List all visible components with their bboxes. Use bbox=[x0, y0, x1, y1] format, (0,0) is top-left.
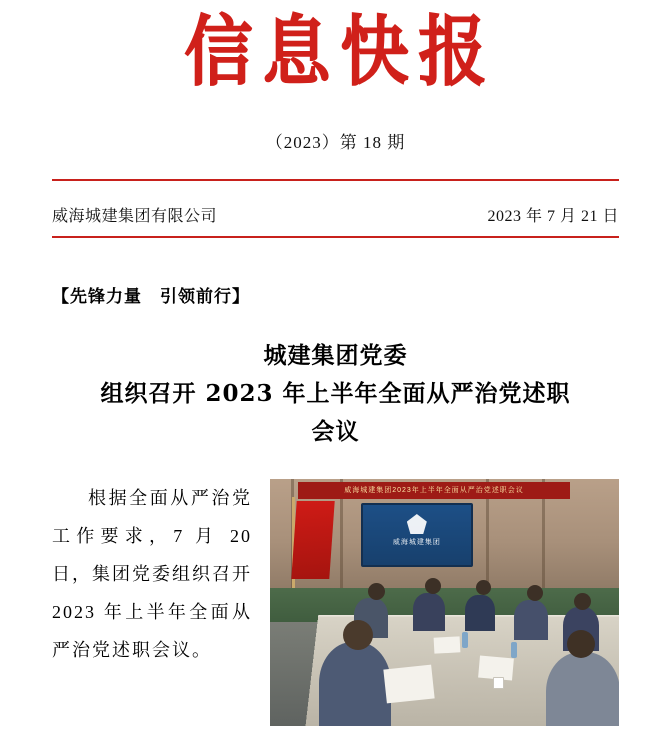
photo-water-bottle bbox=[462, 632, 468, 648]
masthead-title: 信息快报 bbox=[184, 7, 497, 98]
photo-display-screen bbox=[361, 503, 473, 567]
photo-person-head bbox=[527, 585, 543, 601]
issue-number: （2023）第 18 期 bbox=[265, 133, 406, 152]
meeting-photo bbox=[270, 479, 619, 726]
red-flag-icon bbox=[292, 501, 335, 579]
photo-water-bottle bbox=[511, 642, 517, 658]
photo-document bbox=[384, 664, 435, 703]
photo-person bbox=[514, 600, 548, 640]
photo-person-head bbox=[343, 620, 373, 650]
photo-person-head bbox=[574, 593, 591, 610]
photo-person bbox=[465, 595, 495, 631]
article-body bbox=[52, 479, 252, 669]
photo-person-head bbox=[425, 578, 441, 594]
headline-line-3: 会议 bbox=[311, 418, 360, 445]
organization-name: 威海城建集团有限公司 bbox=[52, 208, 218, 225]
photo-tissue-box bbox=[493, 677, 504, 689]
headline-line-2: 组织召开 2023 年上半年全面从严治党述职 bbox=[100, 380, 571, 407]
photo-person bbox=[413, 593, 445, 631]
info-divider bbox=[52, 236, 619, 238]
photo-document bbox=[434, 636, 461, 653]
photo-person-foreground bbox=[546, 652, 619, 726]
photo-person-head bbox=[567, 630, 595, 658]
photo-person-foreground bbox=[319, 642, 391, 726]
photo-screen-text: 威海城建集团 bbox=[392, 539, 441, 546]
section-tag: 【先锋力量 引领前行】 bbox=[52, 287, 250, 306]
info-row bbox=[52, 179, 619, 226]
publish-date: 2023 年 7 月 21 日 bbox=[487, 208, 619, 225]
article-paragraph: 根据全面从严治党工作要求，7 月 20 日，集团党委组织召开 2023 年上半年全面从严治党述职会议。 bbox=[52, 488, 252, 660]
article-headline bbox=[52, 337, 619, 451]
photo-banner-text: 威海城建集团2023年上半年全面从严治党述职会议 bbox=[298, 482, 570, 499]
masthead bbox=[52, 0, 619, 98]
company-logo-icon bbox=[407, 514, 427, 534]
headline-line-1: 城建集团党委 bbox=[263, 342, 408, 369]
photo-person-head bbox=[368, 583, 385, 600]
content-area bbox=[52, 479, 619, 726]
